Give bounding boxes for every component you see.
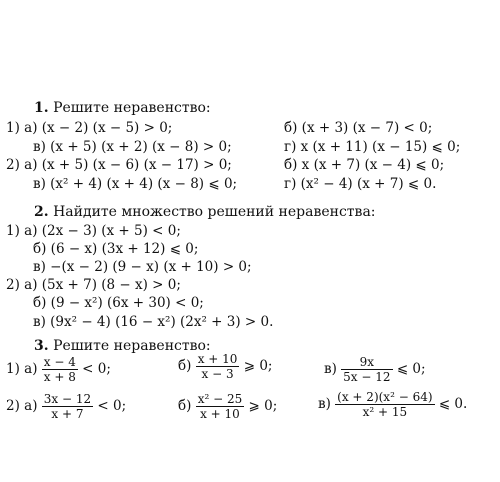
ex3-1v-denominator: 5x − 12 [343,370,391,384]
ex3-1b [178,352,272,381]
ex3-2v-relation: ⩽ 0. [438,396,468,412]
ex1-2a: 2) а) (x + 5) (x − 6) (x − 17) > 0; [6,157,232,173]
ex1-1b: б) (x + 3) (x − 7) < 0; [284,120,433,136]
ex3-2a-denominator: x + 7 [51,407,84,421]
ex3-2a [6,392,126,421]
section-2-number: 2. [34,204,49,220]
ex3-1b-denominator: x − 3 [201,367,234,381]
ex3-1v-label: в) [324,361,337,377]
ex1-1a: 1) а) (x − 2) (x − 5) > 0; [6,120,173,136]
section-2-title: Найдите множество решений неравенства: [53,204,376,220]
ex3-1v-relation: ⩽ 0; [396,361,426,377]
ex3-1v-numerator: 9x [341,355,392,370]
section-1-header [34,100,211,116]
ex3-2a-label: 2) а) [6,398,38,414]
ex1-1g: г) x (x + 11) (x − 15) ⩽ 0; [284,139,461,155]
ex3-1a-denominator: x + 8 [43,370,76,384]
ex2-1v: в) −(x − 2) (9 − x) (x + 10) > 0; [33,259,252,275]
ex2-2b: б) (9 − x²) (6x + 30) < 0; [33,295,204,311]
section-1-number: 1. [34,100,49,116]
ex3-2b-label: б) [178,398,192,414]
section-1-title: Решите неравенство: [53,100,211,116]
ex3-2a-numerator: 3x − 12 [43,392,92,406]
ex2-2v: в) (9x² − 4) (16 − x²) (2x² + 3) > 0. [33,314,274,330]
ex1-2g: г) (x² − 4) (x + 7) ⩽ 0. [284,176,437,192]
section-3-number: 3. [34,338,49,354]
section-3-title: Решите неравенство: [53,338,211,354]
section-2-header [34,204,376,220]
ex3-2b-denominator: x + 10 [200,407,240,421]
ex3-1b-relation: ⩾ 0; [243,358,273,374]
ex3-2b-fraction [196,392,245,421]
ex3-1a-relation: < 0; [82,361,111,377]
ex3-2b [178,392,277,421]
ex3-1a-label: 1) а) [6,361,38,377]
ex1-2v: в) (x² + 4) (x + 4) (x − 8) ⩽ 0; [33,176,238,192]
ex3-1v [324,355,426,384]
ex1-1v: в) (x + 5) (x + 2) (x − 8) > 0; [33,139,232,155]
ex3-2v [318,390,467,419]
ex3-2a-fraction [42,392,93,421]
ex3-2b-numerator: x² − 25 [197,392,243,406]
ex3-1b-numerator: x + 10 [197,352,238,366]
ex3-2b-relation: ⩾ 0; [248,398,278,414]
ex2-2a: 2) а) (5x + 7) (8 − x) > 0; [6,277,181,293]
ex3-1a [6,355,111,384]
ex3-2v-numerator: (x + 2)(x² − 64) [337,390,433,404]
ex1-2b: б) x (x + 7) (x − 4) ⩽ 0; [284,157,445,173]
ex3-1a-numerator: x − 4 [43,355,76,369]
ex3-2a-relation: < 0; [97,398,127,414]
ex2-1b: б) (6 − x) (3x + 12) ⩽ 0; [33,241,199,257]
ex3-1v-fraction [341,355,392,384]
ex3-2v-denominator: x² + 15 [362,405,408,419]
ex3-1a-fraction [42,355,78,384]
ex3-2v-label: в) [318,396,331,412]
ex3-1b-fraction [196,352,240,381]
ex2-1a: 1) а) (2x − 3) (x + 5) < 0; [6,223,181,239]
ex3-2v-fraction [335,390,434,419]
ex3-1b-label: б) [178,358,192,374]
